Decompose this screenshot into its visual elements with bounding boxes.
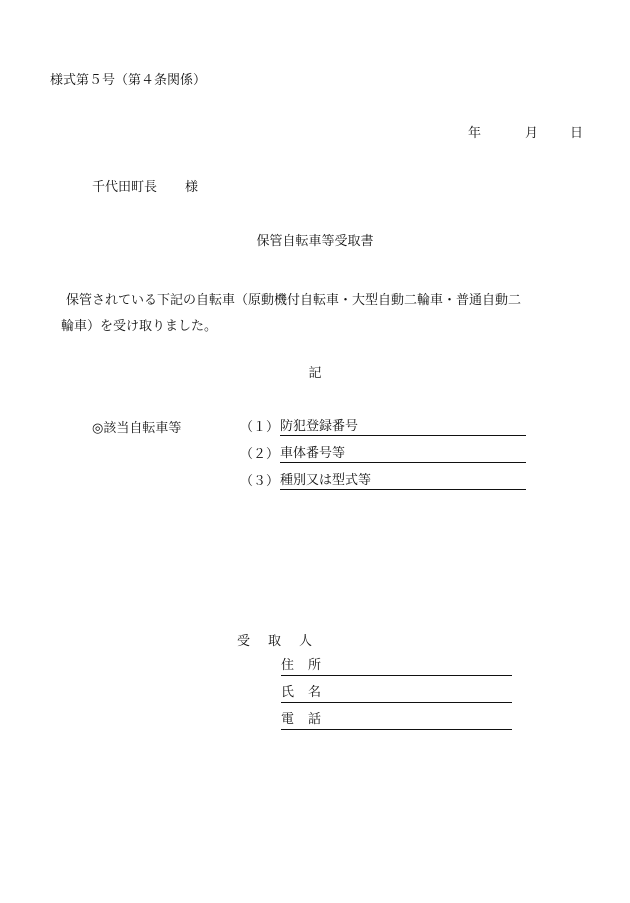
date-day-label: 日: [570, 126, 584, 141]
item-row-body-number: [240, 447, 526, 463]
receiver-heading: 受取人: [237, 634, 331, 649]
receiver-address-field[interactable]: [281, 659, 512, 676]
body-text: [50, 288, 590, 340]
item-number: （１）: [240, 420, 280, 435]
item-number: （２）: [240, 447, 280, 462]
security-registration-number-field[interactable]: 防犯登録番号: [280, 420, 526, 436]
addressee-honorific: 様: [185, 180, 199, 195]
body-line-2: 輪車）を受け取りました。: [61, 319, 218, 334]
items-heading: ◎該当自転車等: [92, 421, 182, 436]
item-row-type-model: [240, 474, 526, 490]
receiver-phone-field[interactable]: [281, 713, 512, 730]
receiver-phone-label: 電話: [281, 712, 336, 727]
addressee: [92, 180, 198, 196]
receiver-address-label: 住所: [281, 658, 336, 673]
addressee-name: 千代田町長: [92, 180, 158, 195]
receiver-name-field[interactable]: [281, 686, 512, 703]
type-model-field[interactable]: 種別又は型式等: [280, 474, 526, 490]
date-month-label: 月: [525, 126, 539, 141]
receiver-name-label: 氏名: [281, 685, 336, 700]
form-number: 様式第５号（第４条関係）: [50, 73, 207, 88]
body-number-field[interactable]: 車体番号等: [280, 447, 526, 463]
body-line-1: 保管されている下記の自転車（原動機付自転車・大型自動二輪車・普通自動二: [66, 293, 522, 308]
document-title: 保管自転車等受取書: [256, 234, 374, 249]
date-year-label: 年: [468, 126, 482, 141]
item-number: （３）: [240, 474, 280, 489]
item-row-security-registration: [240, 420, 526, 436]
ki-heading: 記: [308, 366, 322, 381]
